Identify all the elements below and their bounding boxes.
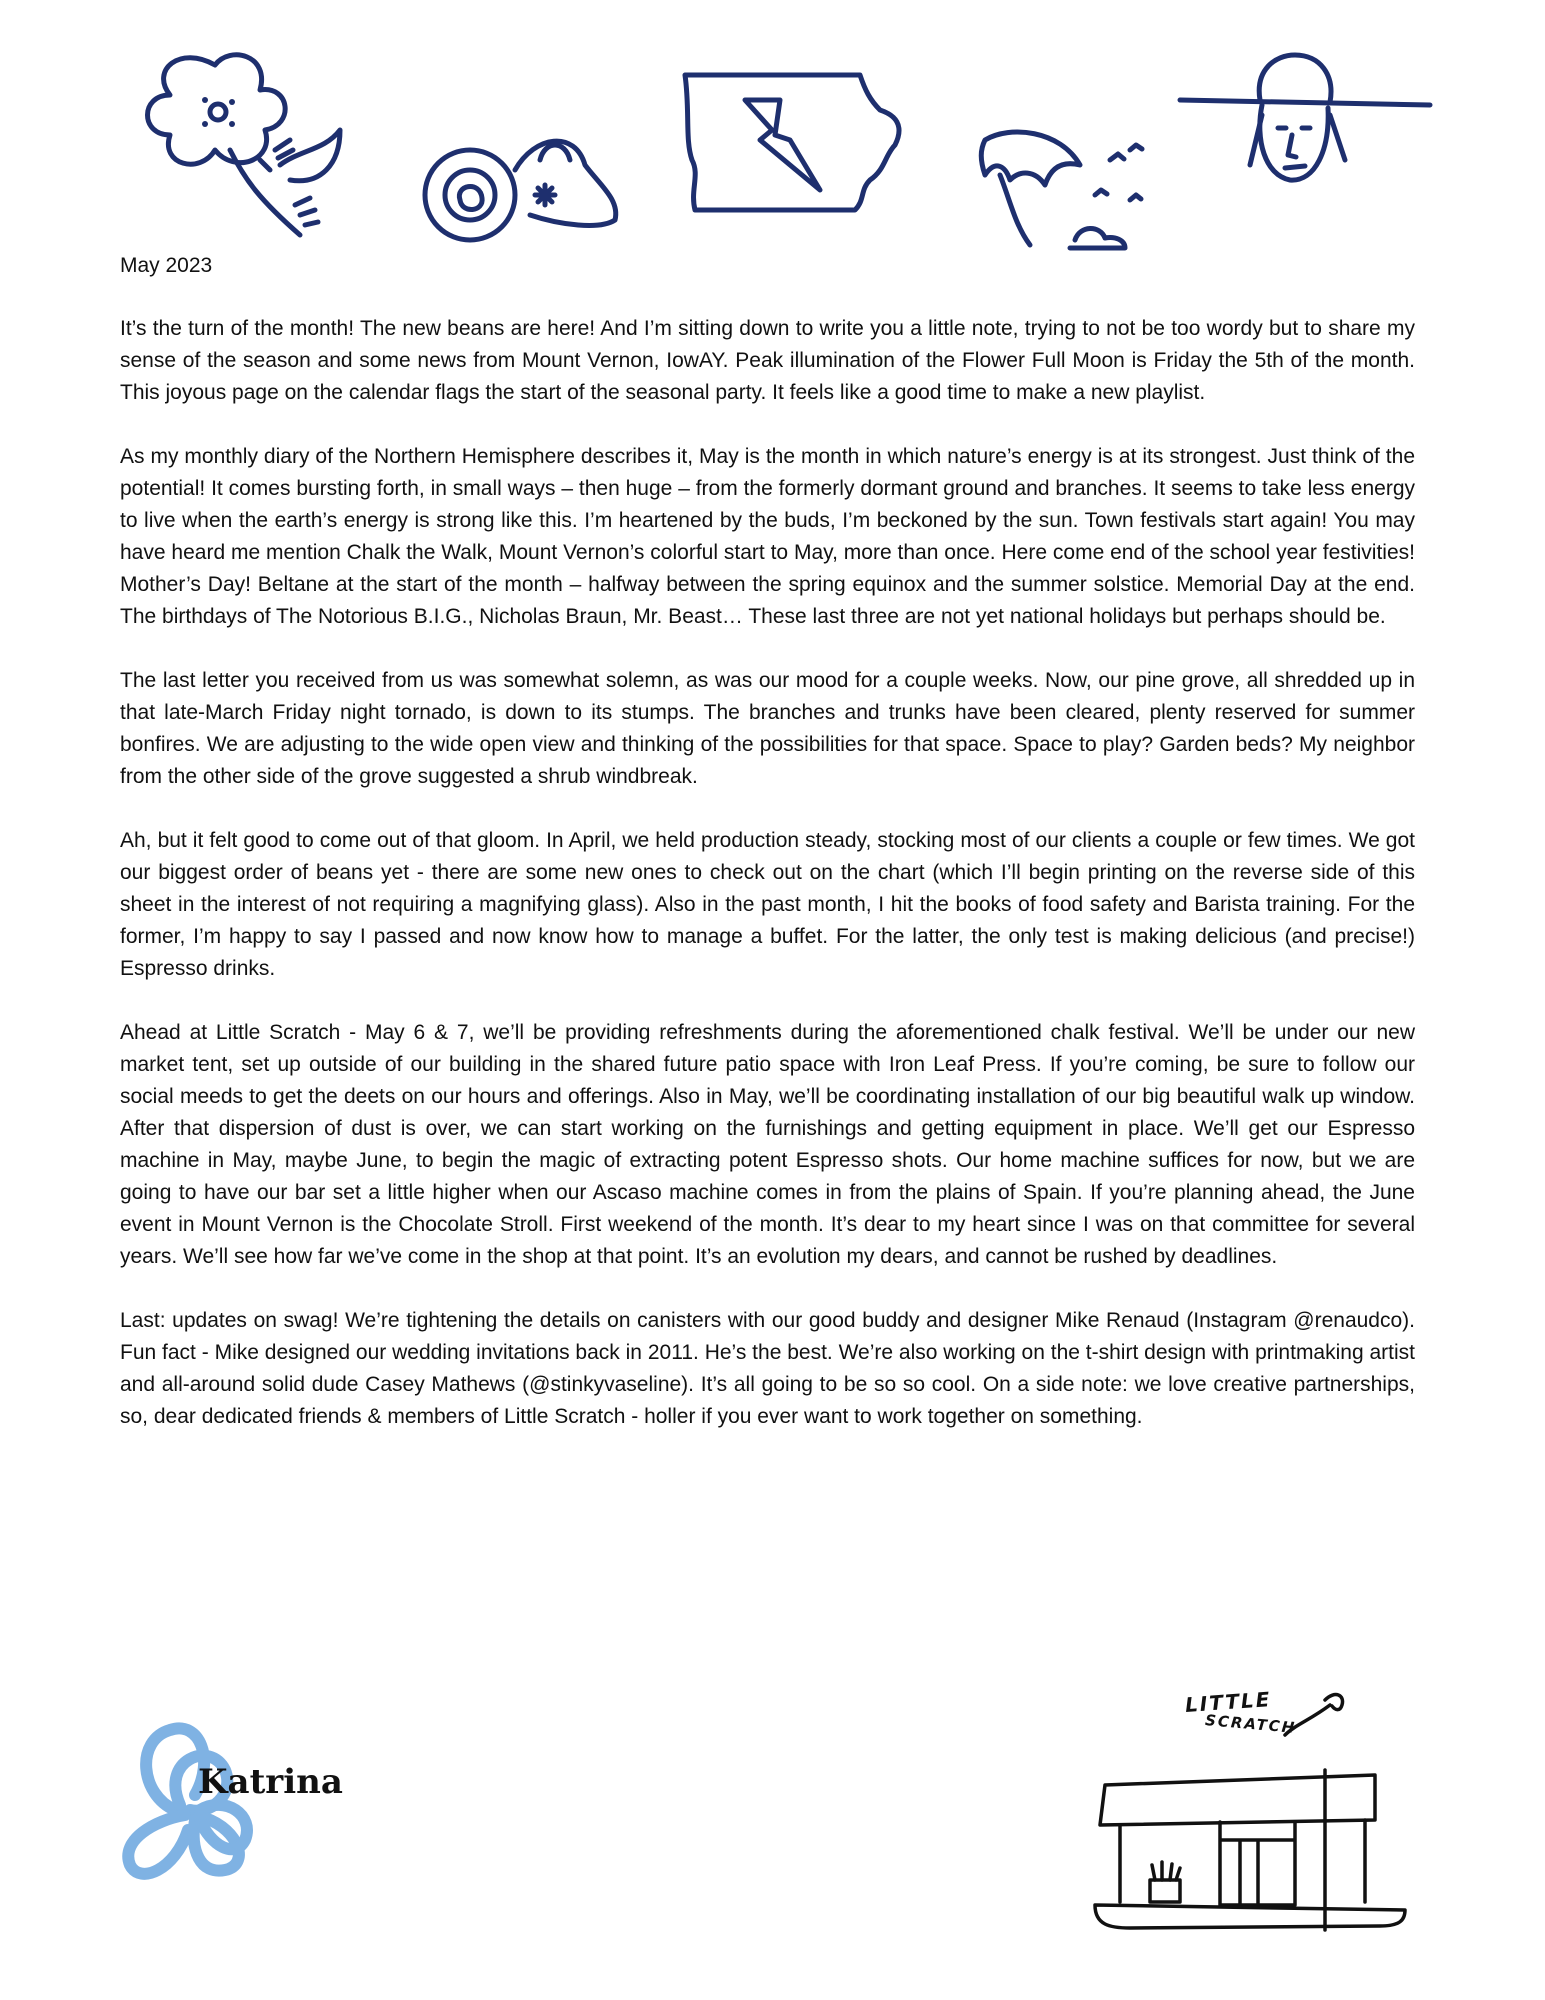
- header-illustrations: [0, 0, 1545, 260]
- signature: [100, 1700, 360, 1880]
- signature-name: Katrina: [198, 1762, 343, 1802]
- paragraph: As my monthly diary of the Northern Hemisphere describes it, May is the month in which nature’s energy is at its strongest. Just think of the potential! It comes bursting forth, in small ways – then huge – from the formerly dormant ground and branches. It seems to take less energy to live when the earth’s energy is strong like this. I’m heartened by the buds, I’m beckoned by the sun. Town festivals start again! You may have heard me mention Chalk the Walk, Mount Vernon’s colorful start to May, more than once. Here come end of the school year festivities! Mother’s Day! Beltane at the start of the month – halfway between the spring equinox and the summer solstice. Memorial Day at the end. The birthdays of The Notorious B.I.G., Nicholas Braun, Mr. Beast… These last three are not yet national holidays but perhaps should be.: [120, 445, 1415, 628]
- iowa-lightning-icon: [685, 75, 899, 210]
- person-hat-icon: [1180, 55, 1430, 180]
- little-scratch-logo: [1090, 1680, 1420, 1940]
- flower-icon: [148, 55, 341, 235]
- paragraph: Ahead at Little Scratch - May 6 & 7, we’ll be providing refreshments during the aforementioned chalk festival. We’ll be under our new market tent, set up outside of our building in the shared future patio space with Iron Leaf Press. If you’re coming, be sure to follow our social meeds to get the deets on our hours and offerings. Also in May, we’ll be coordinating installation of our big beautiful walk up window. After that dispersion of dust is over, we can start working on the furnishings and getting equipment in place. We’ll get our Espresso machine in May, maybe June, to begin the magic of extracting potent Espresso shots. Our home machine suffices for now, but we are going to have our bar set a little higher when our Ascaso machine comes in from the plains of Spain. If you’re planning ahead, the June event in Mount Vernon is the Chocolate Stroll. First weekend of the month. It’s dear to my heart since I was on that committee for several years. We’ll see how far we’ve come in the shop at that point. It’s an evolution my dears, and cannot be rushed by deadlines.: [120, 1021, 1415, 1268]
- ram-icon: [425, 141, 616, 240]
- letter-date: May 2023: [120, 254, 213, 277]
- letter-body: [120, 313, 1415, 1465]
- umbrella-icon: [981, 132, 1142, 248]
- paragraph: It’s the turn of the month! The new beans are here! And I’m sitting down to write you a little note, trying to not be too wordy but to share my sense of the season and some news from Mount Vernon, IowAY. Peak illumination of the Flower Full Moon is Friday the 5th of the month. This joyous page on the calendar flags the start of the seasonal party. It feels like a good time to make a new playlist.: [120, 317, 1415, 404]
- paragraph: The last letter you received from us was somewhat solemn, as was our mood for a couple weeks. Now, our pine grove, all shredded up in that late-March Friday night tornado, is down to its stumps. The branches and trunks have been cleared, plenty reserved for summer bonfires. We are adjusting to the wide open view and thinking of the possibilities for that space. Space to play? Garden beds? My neighbor from the other side of the grove suggested a shrub windbreak.: [120, 669, 1415, 788]
- logo-text-line1: LITTLE: [1184, 1687, 1273, 1717]
- paragraph: Ah, but it felt good to come out of that gloom. In April, we held production steady, stocking most of our clients a couple or few times. We got our biggest order of beans yet - there are some new ones to check out on the chart (which I’ll begin printing on the reverse side of this sheet in the interest of not requiring a magnifying glass). Also in the past month, I hit the books of food safety and Barista training. For the former, I’m happy to say I passed and now know how to manage a buffet. For the latter, the only test is making delicious (and precise!) Espresso drinks.: [120, 829, 1415, 980]
- paragraph: Last: updates on swag! We’re tightening the details on canisters with our good buddy and designer Mike Renaud (Instagram @renaudco). Fun fact - Mike designed our wedding invitations back in 2011. He’s the best. We’re also working on the t-shirt design with printmaking artist and all-around solid dude Casey Mathews (@stinkyvaseline). It’s all going to be so so cool. On a side note: we love creative partnerships, so, dear dedicated friends & members of Little Scratch - holler if you ever want to work together on something.: [120, 1309, 1415, 1428]
- logo-text-line2: SCRATCH: [1204, 1711, 1297, 1737]
